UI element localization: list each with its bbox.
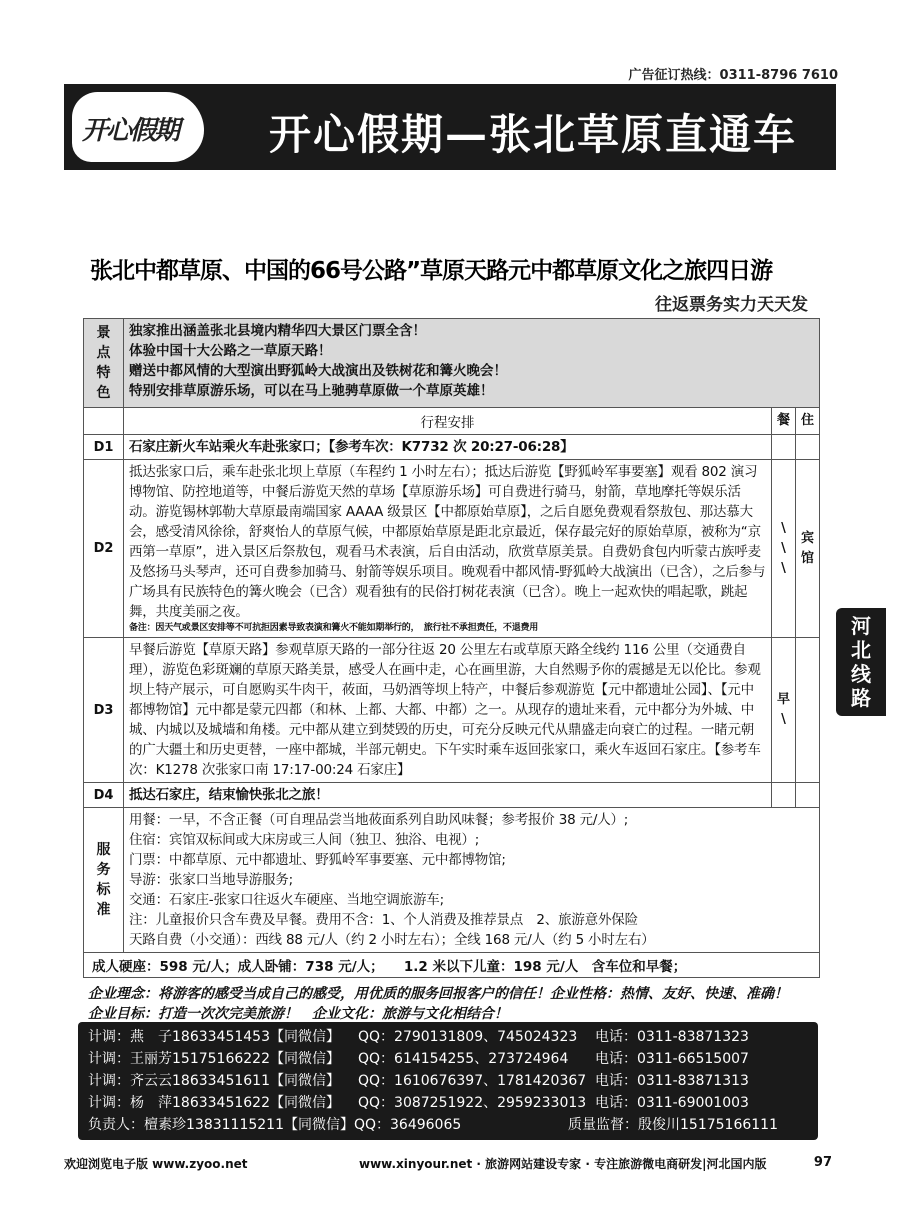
contact-row <box>88 1026 808 1048</box>
service-item: 注：儿童报价只含车费及早餐。费用不含：1、个人消费及推荐景点 2、旅游意外保险 <box>129 912 638 928</box>
features-list <box>124 319 820 408</box>
day-text-cell <box>124 460 772 638</box>
day-stay <box>796 435 820 460</box>
service-row <box>84 808 820 953</box>
price-text: 成人硬座：598 元/人；成人卧铺：738 元/人； 1.2 米以下儿童：198 元/人 含车位和早餐； <box>84 953 820 978</box>
day-label: D3 <box>84 638 124 783</box>
footer-left: 欢迎浏览电子版 www.zyoo.net <box>64 1157 248 1171</box>
stay-header: 住 <box>796 408 820 435</box>
table-header-row <box>84 408 820 435</box>
contact-qq: QQ：2790131809、745024323 <box>358 1029 578 1045</box>
service-item: 交通：石家庄-张家口往返火车硬座、当地空调旅游车; <box>129 892 444 908</box>
contact-row <box>88 1048 808 1070</box>
philosophy-line: 企业目标：打造一次次完美旅游！ 企业文化：旅游与文化相结合！ <box>88 1006 508 1022</box>
banner-title: 开心假期—张北草原直通车 <box>269 110 798 159</box>
feature-item: 体验中国十大公路之一草原天路！ <box>129 343 332 359</box>
itinerary-table <box>83 318 820 978</box>
contact-name: 计调：齐云云18633451611【同微信】 <box>88 1073 340 1089</box>
footer-right: www.xinyour.net · 旅游网站建设专家 · 专注旅游微电商研发|河北国内版 <box>359 1157 767 1171</box>
contact-phone: 电话：0311-66515007 <box>595 1051 749 1067</box>
day-meal: \ \ \ <box>772 460 796 638</box>
contact-row <box>88 1070 808 1092</box>
page-number: 97 <box>813 1155 832 1170</box>
features-label: 景 点 特 色 <box>84 319 124 408</box>
schedule-header: 行程安排 <box>124 408 772 435</box>
service-label: 服 务 标 准 <box>84 808 124 953</box>
service-list <box>124 808 820 953</box>
service-item: 天路自费（小交通）：西线 88 元/人（约 2 小时左右）；全线 168 元/人（约 5 小时左右） <box>129 932 655 948</box>
day-stay <box>796 638 820 783</box>
day-text: 抵达石家庄，结束愉快张北之旅！ <box>124 783 772 808</box>
feature-item: 特别安排草原游乐场，可以在马上驰骋草原做一个草原英雄！ <box>129 383 494 399</box>
day-text: 抵达张家口后，乘车赴张北坝上草原（车程约 1 小时左右）；抵达后游览【野狐岭军事要塞】观看 802 演习博物馆、防控地道等，中餐后游览天然的草场【草原游乐场】可自费进行骑马，射箭，草地摩托等娱乐活动。游览锡林郭勒大草原最南端国家 AAAA 级景区【中都原始草原】，之后自愿免费观看祭敖包、那达慕大会，感受清风徐徐，舒爽怡人的草原气候，中都原始草原是距北京最近，保存最完好的原始草原，被称为“京西第一草原”，进入景区后祭敖包，观看马术表演，后自由活动，欣赏草原美景。自费奶食包内听蒙古族呼麦及悠扬马头琴声，还可自费参加骑马、射箭等娱乐项目。晚观看中都风情-野狐岭大战演出（已含），之后参与广场具有民族特色的篝火晚会（已含）观看独有的民俗打树花表演（已含）。晚上一起欢快的唱起歌，跳起舞，共度美丽之夜。 <box>129 464 766 620</box>
contact-phone: 电话：0311-69001003 <box>595 1095 749 1111</box>
contact-phone: 电话：0311-83871313 <box>595 1073 749 1089</box>
ad-hotline: 广告征订热线：0311-8796 7610 <box>628 68 838 83</box>
contact-name: 计调：王丽芳15175166222【同微信】 <box>88 1051 340 1067</box>
quality-supervisor: 质量监督：殷俊川15175166111 <box>568 1117 778 1133</box>
contact-name: 计调：杨 萍18633451622【同微信】 <box>88 1095 340 1111</box>
philosophy-line: 企业理念：将游客的感受当成自己的感受，用优质的服务回报客户的信任！企业性格：热情、友好、快速、准确！ <box>88 986 788 1002</box>
day-row-d2 <box>84 460 820 638</box>
meal-header: 餐 <box>772 408 796 435</box>
tagline: 往返票务实力天天发 <box>655 295 808 315</box>
service-item: 用餐：一早，不含正餐（可自理品尝当地莜面系列自助风味餐；参考报价 38 元/人）; <box>129 812 629 828</box>
feature-item: 独家推出涵盖张北县境内精华四大景区门票全含！ <box>129 323 426 339</box>
day-row-d1 <box>84 435 820 460</box>
contact-panel <box>78 1022 818 1140</box>
day-label: D4 <box>84 783 124 808</box>
day-label: D1 <box>84 435 124 460</box>
contact-row <box>88 1114 808 1136</box>
day-row-d3 <box>84 638 820 783</box>
service-item: 住宿：宾馆双标间或大床房或三人间（独卫、独浴、电视）; <box>129 832 480 848</box>
day-meal <box>772 783 796 808</box>
logo-text: 开心假期 <box>82 116 179 146</box>
contact-name: 计调：燕 子18633451453【同微信】 <box>88 1029 340 1045</box>
brand-logo <box>72 92 204 162</box>
price-row <box>84 953 820 978</box>
contact-row <box>88 1092 808 1114</box>
feature-item: 赠送中都风情的大型演出野狐岭大战演出及铁树花和篝火晚会！ <box>129 363 507 379</box>
day-label: D2 <box>84 460 124 638</box>
contact-qq: QQ：614154255、273724964 <box>358 1051 569 1067</box>
day-note: 备注：因天气或景区安排等不可抗拒因素导致表演和篝火不能如期举行的， 旅行社不承担责任，不退费用 <box>129 623 539 633</box>
service-item: 导游：张家口当地导游服务; <box>129 872 293 888</box>
title-banner <box>64 84 836 170</box>
day-text: 石家庄新火车站乘火车赴张家口；【参考车次：K7732 次 20:27-06:28】 <box>124 435 772 460</box>
day-row-d4 <box>84 783 820 808</box>
contact-qq: QQ：3087251922、2959233013 <box>358 1095 587 1111</box>
service-item: 门票：中都草原、元中都遗址、野狐岭军事要塞、元中都博物馆; <box>129 852 506 868</box>
region-tag <box>836 608 886 716</box>
contact-qq: QQ：1610676397、1781420367 <box>358 1073 587 1089</box>
features-row <box>84 319 820 408</box>
day-text: 早餐后游览【草原天路】参观草原天路的一部分往返 20 公里左右或草原天路全线约 116 公里（交通费自理），游览色彩斑斓的草原天路美景，感受人在画中走，心在画里游，大自然赐予你的震撼是无以伦比。参观坝上特产展示，可自愿购买牛肉干，莜面，马奶酒等坝上特产，中餐后参观游览【元中都遗址公园】、【元中都博物馆】元中都是蒙元四都（和林、上都、大都、中都）之一。从现存的遗址来看，元中都分为外城、中城、内城以及城墙和角楼。元中都从建立到焚毁的历史，可充分反映元代从鼎盛走向衰亡的过程。一睹元朝的广大疆土和历史更替，一座中都城，半部元朝史。下午实时乘车返回张家口，乘火车返回石家庄。【参考车次：K1278 次张家口南 17:17-00:24 石家庄】 <box>124 638 772 783</box>
day-meal: 早 \ <box>772 638 796 783</box>
contact-phone: 电话：0311-83871323 <box>595 1029 749 1045</box>
day-meal <box>772 435 796 460</box>
region-tag-text: 河北线路 <box>851 614 871 710</box>
day-stay <box>796 783 820 808</box>
responsible-person: 负责人：檀素珍13831115211【同微信】QQ：36496065 <box>88 1117 462 1133</box>
day-stay: 宾 馆 <box>796 460 820 638</box>
company-philosophy <box>88 984 788 1024</box>
tour-title: 张北中都草原、中国的66号公路”草原天路元中都草原文化之旅四日游 <box>90 258 773 284</box>
